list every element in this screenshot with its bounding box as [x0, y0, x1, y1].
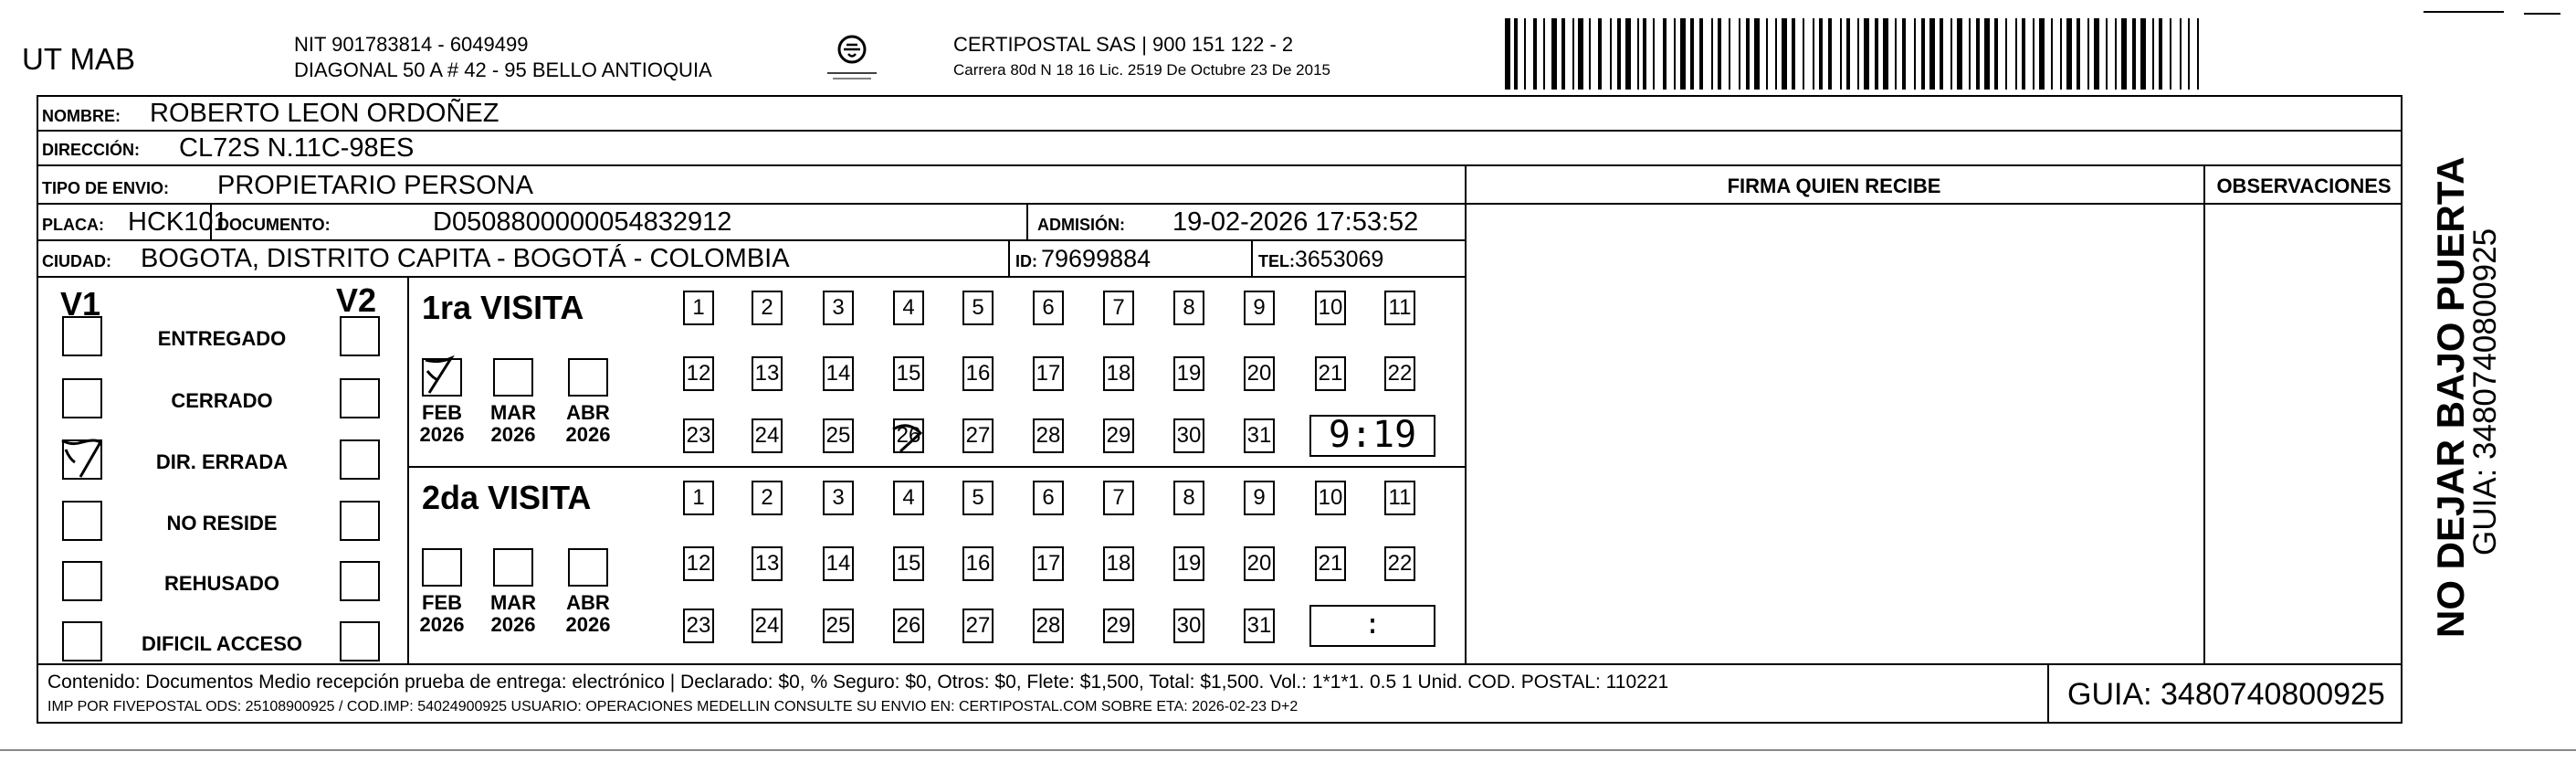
month-label	[415, 592, 469, 636]
day-box[interactable]: 8	[1173, 481, 1204, 515]
month-label	[486, 402, 541, 446]
v2-header: V2	[336, 281, 377, 319]
v2-checkbox[interactable]	[340, 621, 380, 661]
handwritten-day-mark	[888, 415, 931, 457]
day-box[interactable]: 22	[1384, 546, 1415, 581]
corner-mark	[2524, 13, 2560, 15]
nombre-value: ROBERTO LEON ORDOÑEZ	[150, 99, 499, 128]
v2-checkbox[interactable]	[340, 316, 380, 356]
firma-header: FIRMA QUIEN RECIBE	[1727, 175, 1941, 197]
day-box[interactable]: 14	[823, 546, 854, 581]
month-name: ABR	[566, 401, 610, 424]
documento-label: DOCUMENTO:	[217, 216, 331, 234]
month-name: MAR	[489, 591, 537, 614]
day-box[interactable]: 10	[1315, 291, 1346, 325]
status-label: NO RESIDE	[166, 512, 278, 534]
day-box[interactable]: 21	[1315, 546, 1346, 581]
tel-value: 3653069	[1295, 247, 1384, 272]
month-name: FEB	[422, 401, 462, 424]
month-label	[561, 592, 615, 636]
time-value: :	[1363, 609, 1382, 640]
month-year: 2026	[565, 423, 611, 447]
day-box[interactable]: 24	[752, 418, 783, 453]
time-box[interactable]	[1309, 605, 1435, 647]
v1-header: V1	[60, 285, 101, 323]
id-label: ID:	[1015, 252, 1037, 270]
day-box[interactable]: 1	[683, 291, 714, 325]
certipostal-logo	[820, 29, 884, 86]
v1-checkbox[interactable]	[62, 501, 102, 541]
time-value: 9:19	[1328, 414, 1417, 456]
status-label: DIR. ERRADA	[155, 450, 289, 473]
day-box[interactable]: 22	[1384, 356, 1415, 391]
day-box[interactable]: 17	[1033, 356, 1064, 391]
day-box[interactable]: 12	[683, 546, 714, 581]
day-box[interactable]: 16	[962, 356, 994, 391]
day-box[interactable]: 16	[962, 546, 994, 581]
v2-checkbox[interactable]	[340, 501, 380, 541]
admision-value: 19-02-2026 17:53:52	[1172, 207, 1419, 237]
day-box[interactable]: 9	[1244, 481, 1275, 515]
day-box[interactable]: 27	[962, 418, 994, 453]
day-box[interactable]: 7	[1103, 291, 1134, 325]
day-box[interactable]: 9	[1244, 291, 1275, 325]
tipo-envio-value: PROPIETARIO PERSONA	[217, 171, 533, 200]
day-box[interactable]: 26	[893, 418, 924, 453]
tipo-envio-label: TIPO DE ENVIO:	[42, 179, 170, 197]
day-box[interactable]: 6	[1033, 291, 1064, 325]
day-box[interactable]: 18	[1103, 546, 1134, 581]
month-checkbox[interactable]	[493, 548, 533, 587]
day-box[interactable]: 8	[1173, 291, 1204, 325]
direccion-value: CL72S N.11C-98ES	[179, 133, 415, 163]
month-checkbox[interactable]	[568, 358, 608, 397]
day-box[interactable]: 13	[752, 546, 783, 581]
day-box[interactable]: 27	[962, 609, 994, 643]
month-name: MAR	[489, 401, 537, 424]
day-box[interactable]: 13	[752, 356, 783, 391]
visit-title: 2da VISITA	[422, 479, 592, 516]
day-box[interactable]: 28	[1033, 418, 1064, 453]
visit-title: 1ra VISITA	[422, 289, 584, 326]
day-box[interactable]: 14	[823, 356, 854, 391]
month-year: 2026	[490, 613, 536, 637]
v1-checkbox[interactable]	[62, 561, 102, 601]
day-box[interactable]: 11	[1384, 291, 1415, 325]
time-box[interactable]	[1309, 415, 1435, 457]
day-box[interactable]: 19	[1173, 356, 1204, 391]
day-box[interactable]: 15	[893, 356, 924, 391]
month-year: 2026	[565, 613, 611, 637]
v1-checkbox[interactable]	[62, 316, 102, 356]
day-box[interactable]: 28	[1033, 609, 1064, 643]
day-box[interactable]: 7	[1103, 481, 1134, 515]
day-box[interactable]: 23	[683, 609, 714, 643]
ciudad-label: CIUDAD:	[42, 252, 111, 270]
day-box[interactable]: 20	[1244, 356, 1275, 391]
month-name: ABR	[566, 591, 610, 614]
v1-checkbox[interactable]	[62, 378, 102, 418]
day-box[interactable]: 5	[962, 481, 994, 515]
day-box[interactable]: 30	[1173, 418, 1204, 453]
day-box[interactable]: 25	[823, 418, 854, 453]
bottom-edge	[0, 749, 2576, 751]
nit-line: NIT 901783814 - 6049499	[294, 33, 529, 56]
license-line: Carrera 80d N 18 16 Lic. 2519 De Octubre 23 De 2015	[953, 61, 1330, 79]
status-label: CERRADO	[171, 389, 273, 412]
v2-checkbox[interactable]	[340, 439, 380, 480]
status-label: REHUSADO	[164, 572, 279, 595]
day-box[interactable]: 3	[823, 291, 854, 325]
observaciones-header: OBSERVACIONES	[2216, 175, 2392, 197]
day-box[interactable]: 4	[893, 481, 924, 515]
footer-print-line: IMP POR FIVEPOSTAL ODS: 25108900925 / COD.IMP: 54024900925 USUARIO: OPERACIONES MEDELLIN CONSULTE SU ENVIO EN: CERTIPOSTAL.COM SOBRE ETA: 2026-02-23 D+2	[47, 699, 1299, 714]
company-name: UT MAB	[22, 42, 136, 76]
month-checkbox[interactable]	[493, 358, 533, 397]
admision-label: ADMISIÓN:	[1037, 216, 1125, 234]
month-label	[486, 592, 541, 636]
day-box[interactable]: 29	[1103, 418, 1134, 453]
footer-guia: GUIA: 3480740800925	[2067, 677, 2385, 712]
month-name: FEB	[422, 591, 462, 614]
direccion-label: DIRECCIÓN:	[42, 141, 140, 159]
tel-label: TEL:	[1258, 252, 1295, 270]
day-box[interactable]: 19	[1173, 546, 1204, 581]
ciudad-value: BOGOTA, DISTRITO CAPITA - BOGOTÁ - COLOMBIA	[141, 244, 790, 273]
month-checkbox[interactable]	[568, 548, 608, 587]
month-year: 2026	[419, 423, 465, 447]
handwritten-month-check	[418, 351, 469, 402]
day-box[interactable]: 6	[1033, 481, 1064, 515]
day-box[interactable]: 18	[1103, 356, 1134, 391]
day-box[interactable]: 2	[752, 291, 783, 325]
nombre-label: NOMBRE:	[42, 107, 121, 125]
footer-content-line: Contenido: Documentos Medio recepción prueba de entrega: electrónico | Declarado: $0, % Seguro: $0, Otros: $0, Flete: $1,500, Total: $1,500. Vol.: 1*1*1. 0.5 1 Unid. COD. POSTAL: 110221	[47, 672, 1669, 693]
status-label: ENTREGADO	[157, 327, 287, 350]
documento-value: D0508800000054832912	[433, 207, 732, 237]
day-box[interactable]: 25	[823, 609, 854, 643]
day-box[interactable]: 12	[683, 356, 714, 391]
day-box[interactable]: 17	[1033, 546, 1064, 581]
month-year: 2026	[419, 613, 465, 637]
carrier-line: CERTIPOSTAL SAS | 900 151 122 - 2	[953, 33, 1294, 56]
day-box[interactable]: 4	[893, 291, 924, 325]
day-box[interactable]: 21	[1315, 356, 1346, 391]
day-box[interactable]: 30	[1173, 609, 1204, 643]
address-line: DIAGONAL 50 A # 42 - 95 BELLO ANTIOQUIA	[294, 58, 712, 81]
month-checkbox[interactable]	[422, 548, 462, 587]
day-box[interactable]: 10	[1315, 481, 1346, 515]
side-guia: GUIA: 3480740800925	[2467, 228, 2503, 556]
day-box[interactable]: 29	[1103, 609, 1134, 643]
status-label: DIFICIL ACCESO	[141, 632, 302, 655]
day-box[interactable]: 23	[683, 418, 714, 453]
day-box[interactable]: 31	[1244, 418, 1275, 453]
day-box[interactable]: 11	[1384, 481, 1415, 515]
side-frame-edge	[2401, 124, 2403, 724]
day-box[interactable]: 31	[1244, 609, 1275, 643]
month-year: 2026	[490, 423, 536, 447]
id-value: 79699884	[1041, 245, 1151, 272]
side-warning: NO DEJAR BAJO PUERTA	[2429, 156, 2472, 638]
day-box[interactable]: 1	[683, 481, 714, 515]
v1-checkbox[interactable]	[62, 621, 102, 661]
day-box[interactable]: 5	[962, 291, 994, 325]
day-box[interactable]: 2	[752, 481, 783, 515]
v2-checkbox[interactable]	[340, 378, 380, 418]
placa-label: PLACA:	[42, 216, 104, 234]
v2-checkbox[interactable]	[340, 561, 380, 601]
month-label	[561, 402, 615, 446]
day-box[interactable]: 15	[893, 546, 924, 581]
day-box[interactable]: 3	[823, 481, 854, 515]
corner-mark	[2424, 11, 2504, 13]
barcode	[1505, 18, 2235, 90]
day-box[interactable]: 26	[893, 609, 924, 643]
placa-value: HCK101	[128, 207, 228, 237]
month-label	[415, 402, 469, 446]
day-box[interactable]: 20	[1244, 546, 1275, 581]
handwritten-check-mark	[57, 433, 111, 482]
day-box[interactable]: 24	[752, 609, 783, 643]
